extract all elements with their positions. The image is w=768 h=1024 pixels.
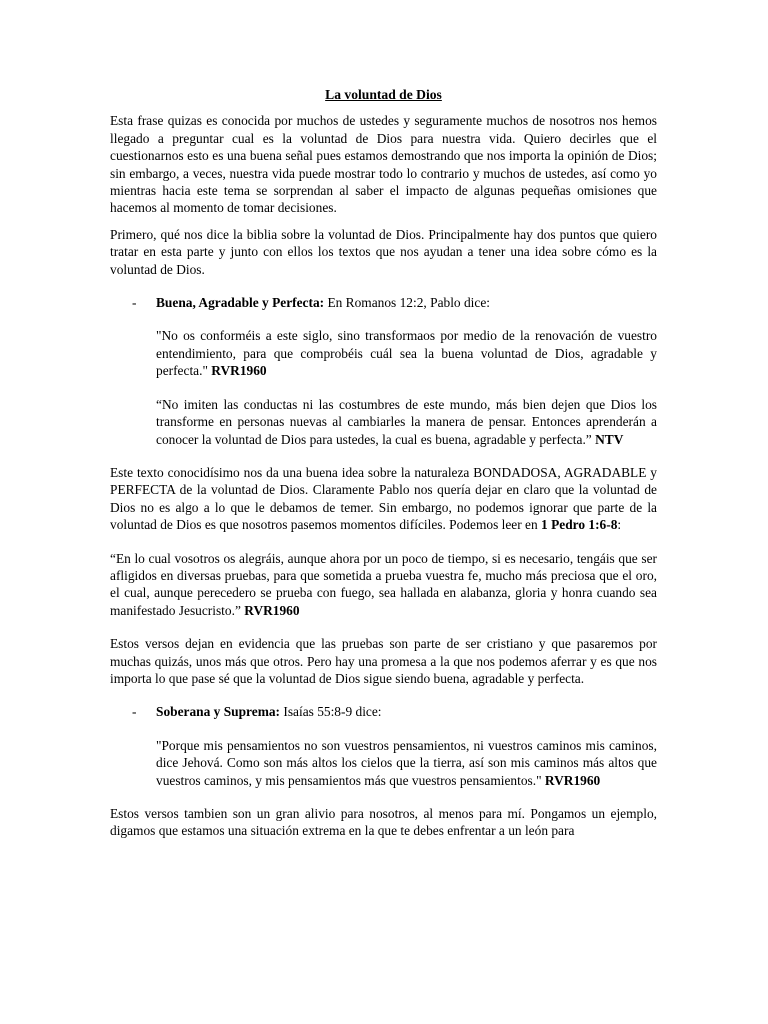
bullet-heading: Buena, Agradable y Perfecta: xyxy=(156,295,325,311)
quote-romanos-ntv xyxy=(110,396,657,448)
quote-romanos-rvr xyxy=(110,327,657,379)
bible-version: RVR1960 xyxy=(244,602,300,618)
quote-pedro xyxy=(110,550,657,620)
second-paragraph: Primero, qué nos dice la biblia sobre la voluntad de Dios. Principalmente hay dos puntos que quiero tratar en esta parte y junto con ellos los textos que nos ayudan a tener una idea sobre cómo es la voluntad de Dios. xyxy=(110,226,657,277)
bullet-text: Isaías 55:8-9 dice: xyxy=(280,704,382,720)
bullet-text: En Romanos 12:2, Pablo dice: xyxy=(324,295,490,311)
paragraph-end: : xyxy=(617,517,622,533)
intro-paragraph: Esta frase quizas es conocida por muchos de ustedes y seguramente muchos de nosotros nos hemos llegado a preguntar cual es la voluntad de Dios para nuestra vida. Quiero decirles que el cuestionarnos esto es una buena señal pues estamos demostrando que nos importa la opinión de Dios; sin embargo, a veces, nuestra vida puede mostrar todo lo contrario y muchos de ustedes, así como yo mientras hacia este tema se sorprendan al saber el impacto de algunas pequeñas omisiones que hacemos al momento de tomar decisiones. xyxy=(110,113,657,216)
document-page xyxy=(110,86,657,840)
paragraph-text: Este texto conocidísimo nos da una buena idea sobre la naturaleza BONDADOSA, AGRADABLE y PERFECTA de la voluntad de Dios. Claramente Pablo nos quería dejar en claro que la voluntad de Dios no es algo a lo que le debamos de temer. Sin embargo, no podemos ignorar que parte de la voluntad de Dios es que nosotros pasemos momentos difíciles. Podemos leer en xyxy=(110,464,657,533)
bible-version: RVR1960 xyxy=(544,772,601,788)
bullet-heading: Soberana y Suprema: xyxy=(156,704,281,720)
bullet-dash: - xyxy=(132,295,137,311)
bullet-item-buena xyxy=(110,294,657,311)
bible-version: RVR1960 xyxy=(211,363,267,379)
quote-isaias xyxy=(110,737,657,789)
quote-text: "Porque mis pensamientos no son vuestros pensamientos, ni vuestros caminos mis caminos, dice Jehová. Como son más altos los cielos que la tierra, así son mis caminos más altos que vuestros caminos, y mis pensamientos más que vuestros pensamientos." xyxy=(156,737,657,788)
bullet-dash: - xyxy=(132,704,137,720)
third-paragraph xyxy=(110,464,657,534)
bible-version: NTV xyxy=(595,431,624,447)
bullet-item-soberana xyxy=(110,703,657,720)
document-title: La voluntad de Dios xyxy=(325,87,442,102)
fourth-paragraph: Estos versos dejan en evidencia que las pruebas son parte de ser cristiano y que pasaremos por muchas quizás, unos más que otros. Pero hay una promesa a la que nos podemos aferrar y es que nos importa lo que pase sé que la voluntad de Dios sigue siendo buena, agradable y perfecta. xyxy=(110,636,657,686)
quote-text: "No os conforméis a este siglo, sino transformaos por medio de la renovación de vuestro entendimiento, para que comprobéis cuál sea la buena voluntad de Dios, agradable y perfecta." xyxy=(156,328,657,379)
fifth-paragraph: Estos versos tambien son un gran alivio para nosotros, al menos para mí. Pongamos un ejemplo, digamos que estamos una situación extrema en la que te debes enfrentar a un león para xyxy=(110,806,657,839)
scripture-reference: 1 Pedro 1:6-8 xyxy=(541,517,618,533)
quote-text: “No imiten las conductas ni las costumbres de este mundo, más bien dejen que Dios los transforme en personas nuevas al cambiarles la manera de pensar. Entonces aprenderán a conocer la voluntad de Dios para ustedes, la cual es buena, agradable y perfecta.” xyxy=(156,396,657,447)
quote-text: “En lo cual vosotros os alegráis, aunque ahora por un poco de tiempo, si es necesario, tengáis que ser afligidos en diversas pruebas, para que sometida a prueba vuestra fe, mucho más preciosa que el oro, el cual, aunque perecedero se prueba con fuego, sea hallada en alabanza, gloria y honra cuando sea manifestado Jesucristo.” xyxy=(110,550,657,618)
